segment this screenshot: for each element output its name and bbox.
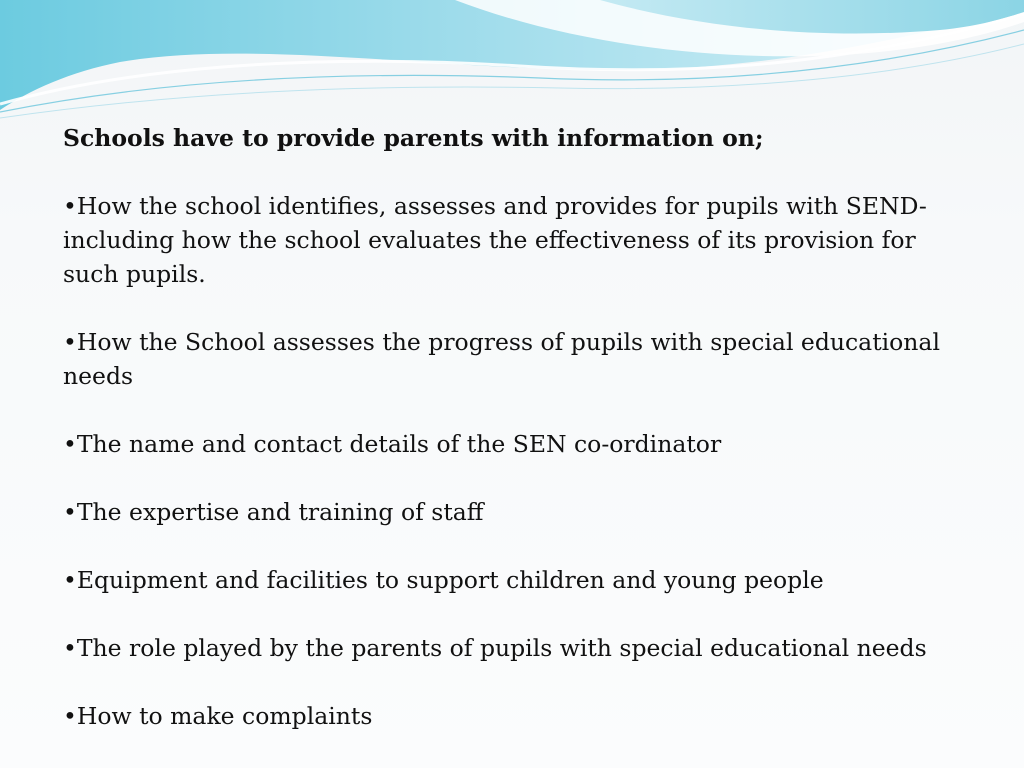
bullet-line: including how the school evaluates the effectiveness of its provision for [63,226,916,254]
bullet-item [63,665,963,733]
bullet-line: •The role played by the parents of pupils with special educational needs [63,634,927,662]
slide-heading: Schools have to provide parents with information on; [63,124,764,152]
wave-decoration [0,0,1024,130]
bullet-line: •How the school identifies, assesses and provides for pupils with SEND- [63,192,927,220]
bullet-item [63,393,963,461]
bullet-item [63,291,963,393]
bullet-line: •How to make complaints [63,702,373,730]
bullet-line: •Equipment and facilities to support children and young people [63,566,824,594]
slide-content [63,121,963,733]
bullet-line: •How the School assesses the progress of pupils with special educational [63,328,940,356]
bullet-line: needs [63,362,134,390]
bullet-line: •The name and contact details of the SEN co-ordinator [63,430,722,458]
bullet-item [63,155,963,291]
bullet-list [63,155,963,733]
bullet-line: such pupils. [63,260,206,288]
bullet-item [63,529,963,597]
bullet-line: •The expertise and training of staff [63,498,484,526]
bullet-item [63,461,963,529]
bullet-item [63,597,963,665]
